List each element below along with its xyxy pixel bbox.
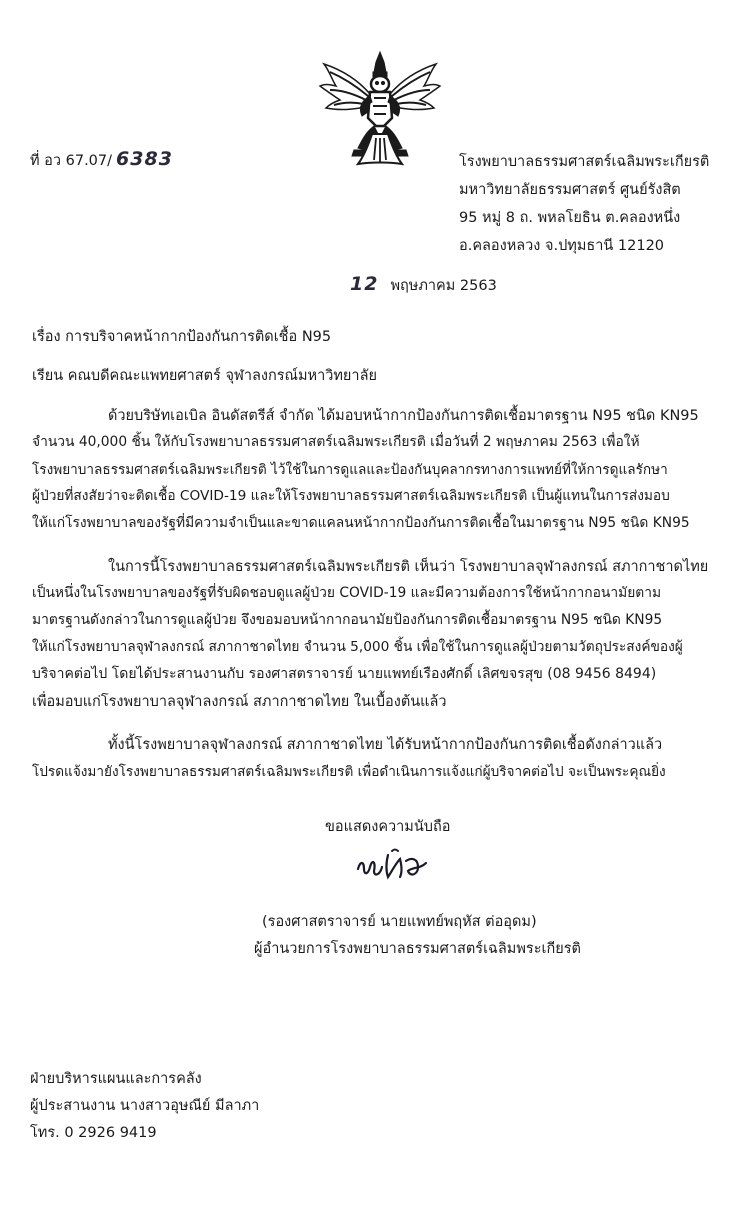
subject-line: เรื่อง การบริจาคหน้ากากป้องกันการติดเชื้อ N95 bbox=[32, 329, 332, 345]
body-line: ให้แก่โรงพยาบาลจุฬาลงกรณ์ สภากาชาดไทย จำนวน 5,000 ชิ้น เพื่อใช้ในการดูแลผู้ป่วยตามวัตถุประสงค์ของผู้ bbox=[32, 639, 683, 655]
body-line: ให้แก่โรงพยาบาลของรัฐที่มีความจำเป็นและขาดแคลนหน้ากากป้องกันการติดเชื้อในมาตรฐาน N95 ชนิด KN95 bbox=[32, 515, 690, 531]
reference-prefix: ที่ อว 67.07/ bbox=[30, 153, 113, 169]
signer-position: ผู้อำนวยการโรงพยาบาลธรรมศาสตร์เฉลิมพระเกียรติ bbox=[254, 941, 581, 957]
coordinator-name: ผู้ประสานงาน นางสาวอุษณีย์ มีลาภา bbox=[30, 1098, 260, 1114]
body-line: บริจาคต่อไป โดยได้ประสานงานกับ รองศาสตราจารย์ นายแพทย์เรืองศักดิ์ เลิศขจรสุข (08 9456 8494) bbox=[32, 666, 657, 682]
body-line: โปรดแจ้งมายังโรงพยาบาลธรรมศาสตร์เฉลิมพระเกียรติ เพื่อดำเนินการแจ้งแก่ผู้บริจาคต่อไป จะเป็นพระคุณยิ่ง bbox=[32, 764, 666, 780]
body-line: ทั้งนี้โรงพยาบาลจุฬาลงกรณ์ สภากาชาดไทย ได้รับหน้ากากป้องกันการติดเชื้อดังกล่าวแล้ว bbox=[108, 737, 663, 753]
body-line: เป็นหนึ่งในโรงพยาบาลของรัฐที่รับผิดชอบดูแลผู้ป่วย COVID-19 และมีความต้องการใช้หน้ากากอนามัยตาม bbox=[32, 585, 662, 601]
reference-number bbox=[30, 148, 173, 172]
contact-phone: โทร. 0 2926 9419 bbox=[30, 1125, 157, 1141]
body-line: ในการนี้โรงพยาบาลธรรมศาสตร์เฉลิมพระเกียรติ เห็นว่า โรงพยาบาลจุฬาลงกรณ์ สภากาชาดไทย bbox=[108, 559, 709, 575]
handwritten-signature-icon bbox=[352, 845, 432, 885]
reference-handwritten-number: 6383 bbox=[116, 148, 173, 170]
body-line: ผู้ป่วยที่สงสัยว่าจะติดเชื้อ COVID-19 และให้โรงพยาบาลธรรมศาสตร์เฉลิมพระเกียรติ เป็นผู้แทนในการส่งมอบ bbox=[32, 488, 670, 504]
closing-salutation: ขอแสดงความนับถือ bbox=[325, 819, 451, 835]
letter-date bbox=[350, 273, 497, 297]
department-name: ฝ่ายบริหารแผนและการคลัง bbox=[30, 1071, 202, 1087]
address-line: 95 หมู่ 8 ถ. พหลโยธิน ต.คลองหนึ่ง bbox=[459, 210, 681, 226]
body-line: จำนวน 40,000 ชิ้น ให้กับโรงพยาบาลธรรมศาสตร์เฉลิมพระเกียรติ เมื่อวันที่ 2 พฤษภาคม 2563 เพื่อให้ bbox=[32, 434, 640, 450]
body-line: ด้วยบริษัทเอเบิล อินดัสตรีส์ จำกัด ได้มอบหน้ากากป้องกันการติดเชื้อมาตรฐาน N95 ชนิด KN95 bbox=[108, 408, 699, 424]
body-line: มาตรฐานดังกล่าวในการดูแลผู้ป่วย จึงขอมอบหน้ากากอนามัยป้องกันการติดเชื้อมาตรฐาน N95 ชนิด KN95 bbox=[32, 612, 663, 628]
signer-name: (รองศาสตราจารย์ นายแพทย์พฤหัส ต่ออุดม) bbox=[262, 914, 537, 930]
body-line: โรงพยาบาลธรรมศาสตร์เฉลิมพระเกียรติ ไว้ใช้ในการดูแลและป้องกันบุคลากรทางการแพทย์ที่ให้การดูแลรักษา bbox=[32, 462, 668, 478]
recipient-line: เรียน คณบดีคณะแพทยศาสตร์ จุฬาลงกรณ์มหาวิทยาลัย bbox=[32, 368, 377, 384]
body-line: เพื่อมอบแก่โรงพยาบาลจุฬาลงกรณ์ สภากาชาดไทย ในเบื้องต้นแล้ว bbox=[32, 694, 447, 710]
date-month-year: พฤษภาคม 2563 bbox=[390, 278, 497, 294]
date-day-handwritten: 12 bbox=[350, 273, 379, 295]
address-line: โรงพยาบาลธรรมศาสตร์เฉลิมพระเกียรติ bbox=[459, 154, 710, 170]
address-line: มหาวิทยาลัยธรรมศาสตร์ ศูนย์รังสิต bbox=[459, 182, 681, 198]
address-line: อ.คลองหลวง จ.ปทุมธานี 12120 bbox=[459, 238, 665, 254]
garuda-emblem-icon bbox=[318, 50, 442, 168]
